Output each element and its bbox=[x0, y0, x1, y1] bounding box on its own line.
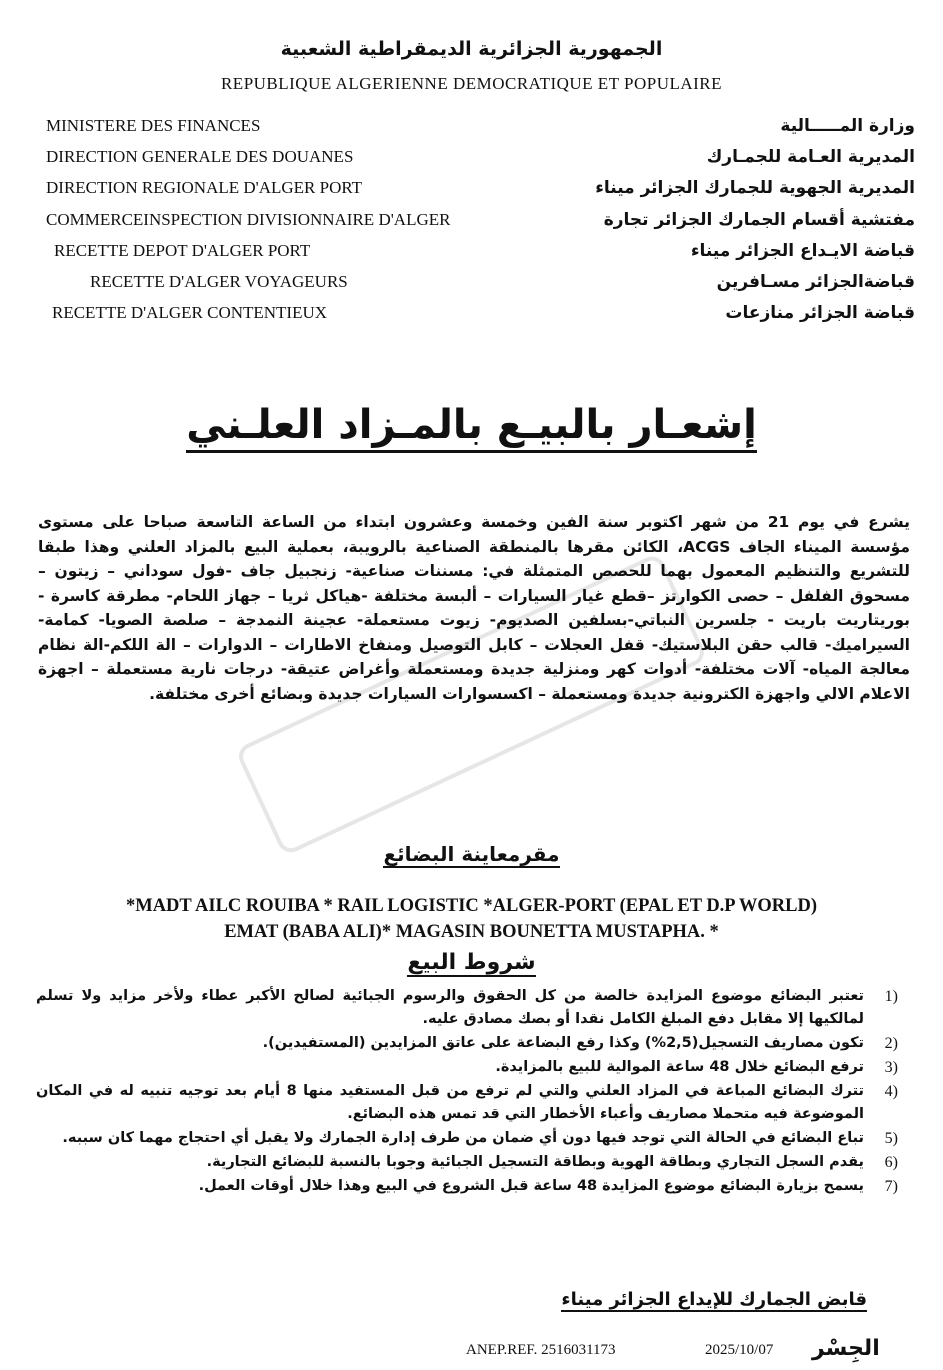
condition-number: (7 bbox=[884, 1178, 898, 1195]
footer-date: 2025/10/07 bbox=[705, 1342, 774, 1358]
condition-text: يقدم السجل التجاري وبطاقة الهوية وبطاقة التسجيل الجبائية وجوبا بالنسبة للبضائع التجارية. bbox=[206, 1154, 864, 1170]
signature-block bbox=[561, 1289, 867, 1310]
condition-item bbox=[36, 1175, 898, 1198]
condition-item bbox=[36, 1080, 898, 1126]
notice-title-text: إشعـار بالبيـع بالمـزاد العلـني bbox=[186, 402, 757, 453]
header-title-fr: REPUBLIQUE ALGERIENNE DEMOCRATIQUE ET POPULAIRE bbox=[220, 74, 723, 93]
condition-text: تترك البضائع المباعة في المزاد العلني والتي لم ترفع من قبل المستفيد منها 8 أيام بعد توجيه تنبيه له في المكان الموضوعة فيه متحملا مصاريف وأعباء الأخطار التي قد تمس هذه البضائع. bbox=[36, 1083, 865, 1122]
institution-ar-inspection: مفتشية أقسام الجمارك الجزائر تجارة bbox=[603, 210, 915, 230]
institution-ar-dg-douanes: المديرية العـامة للجمـارك bbox=[706, 147, 915, 167]
institution-ar-recette-depot: قباضة الايـداع الجزائر ميناء bbox=[690, 241, 915, 261]
condition-number: (5 bbox=[884, 1130, 898, 1147]
condition-text: تعتبر البضائع موضوع المزايدة خالصة من كل الحقوق والرسوم الجبائية لصالح الأكبر عطاء ولأخر مزايد ولا تسلم لمالكيها إلا مقابل دفع المبلغ الكامل نقدا أو بصك مصادق عليه. bbox=[36, 988, 864, 1027]
header-title-ar: الجمهورية الجزائرية الديمقراطية الشعبية bbox=[280, 38, 663, 60]
institution-ar-dr-alger-port: المديرية الجهوية للجمارك الجزائر ميناء bbox=[595, 178, 915, 198]
inspection-places-line-2: EMAT (BABA ALI)* MAGASIN BOUNETTA MUSTAPHA. * bbox=[224, 922, 719, 942]
institution-fr-ministry: MINISTERE DES FINANCES bbox=[46, 116, 261, 135]
institution-fr-dg-douanes: DIRECTION GENERALE DES DOUANES bbox=[46, 147, 354, 166]
conditions-heading bbox=[0, 950, 943, 975]
condition-number: (4 bbox=[884, 1083, 898, 1100]
condition-text: يسمح بزيارة البضائع موضوع المزايدة 48 ساعة قبل الشروع في البيع وهذا خلال أوقات العمل. bbox=[198, 1178, 864, 1194]
institution-ar-ministry: وزارة المـــــالية bbox=[780, 116, 915, 136]
footer-newspaper-logo: الجِسْر bbox=[812, 1336, 880, 1361]
condition-text: ترفع البضائع خلال 48 ساعة الموالية للبيع بالمزايدة. bbox=[495, 1059, 864, 1075]
condition-number: (3 bbox=[884, 1059, 898, 1076]
institution-fr-inspection: COMMERCEINSPECTION DIVISIONNAIRE D'ALGER bbox=[46, 210, 451, 229]
inspection-places bbox=[0, 893, 943, 945]
condition-item bbox=[36, 1032, 898, 1055]
condition-item bbox=[36, 985, 898, 1031]
condition-number: (2 bbox=[884, 1035, 898, 1052]
institution-fr-dr-alger-port: DIRECTION REGIONALE D'ALGER PORT bbox=[46, 178, 363, 197]
footer-anep-ref: ANEP.REF. 2516031173 bbox=[466, 1342, 616, 1358]
condition-item bbox=[36, 1056, 898, 1079]
notice-title bbox=[0, 402, 943, 448]
condition-number: (1 bbox=[884, 988, 898, 1005]
condition-item bbox=[36, 1151, 898, 1174]
institution-fr-recette-contentieux: RECETTE D'ALGER CONTENTIEUX bbox=[52, 303, 328, 322]
institution-fr-recette-depot: RECETTE DEPOT D'ALGER PORT bbox=[54, 241, 311, 260]
signature-text: قابض الجمارك للإيداع الجزائر ميناء bbox=[561, 1289, 867, 1310]
conditions-heading-text: شروط البيع bbox=[407, 950, 536, 975]
condition-item bbox=[36, 1127, 898, 1150]
notice-body: يشرع في يوم 21 من شهر اكتوبر سنة الفين وخمسة وعشرون ابتداء من الساعة التاسعة صباحا على مستوى مؤسسة الميناء الجاف ACGS، الكائن مقرها بالمنطقة الصناعية بالرويبة، بعملية البيع بالمزاد العلني وهذا طبقا للتشريع والتنظيم المعمول بهما للحصص المتمثلة في: مسننات صناعية- زنجبيل جاف -فول سوداني – زيتون – مسحوق الفلفل – حصى الكوارتز –قطع غيار السيارات – ألبسة مختلفة -هياكل ثريا – جهاز اللحام- مطرقة كاسرة - بوريتاريت باريت - جلسرين النباتي-بسلفين الصديوم- زيوت مستعملة- عجينة النمدجة – صلصة الصويا- كمامة- السيراميك- قالب حقن البلاستيك- قفل العجلات – كابل التوصيل ومنفاخ الاطارات – الدوارات – الة اللكم-الة نظام معالجة المياه- آلات مختلفة- أدوات كهر ومنزلية جديدة ومستعملة وأغراض عتيقة- درجات نارية مستعملة – اجهزة الاعلام الالي واجهزة الكترونية جديدة ومستعملة – اكسسوارات السيارات جديدة وبضائع أخرى مختلفة. bbox=[38, 513, 910, 703]
institution-ar-recette-contentieux: قباضة الجزائر منازعات bbox=[725, 303, 915, 323]
condition-text: تكون مصاريف التسجيل(2,5%) وكذا رفع البضاعة على عاتق المزايدين (المستفيدين). bbox=[262, 1035, 864, 1051]
condition-number: (6 bbox=[884, 1154, 898, 1171]
inspection-places-line-1: *MADT AILC ROUIBA * RAIL LOGISTIC *ALGER-PORT (EPAL ET D.P WORLD) bbox=[125, 896, 817, 916]
institution-ar-recette-voyageurs: قباضةالجزائر مسـافرين bbox=[716, 272, 915, 292]
condition-text: تباع البضائع في الحالة التي توجد فيها دون أي ضمان من طرف إدارة الجمارك ولا يقبل أي احتجاج مهما كان سببه. bbox=[62, 1130, 864, 1146]
inspection-heading-text: مقرمعاينة البضائع bbox=[383, 842, 560, 866]
institution-fr-recette-voyageurs: RECETTE D'ALGER VOYAGEURS bbox=[90, 272, 348, 291]
inspection-heading bbox=[0, 842, 943, 866]
conditions-list bbox=[36, 985, 898, 1199]
